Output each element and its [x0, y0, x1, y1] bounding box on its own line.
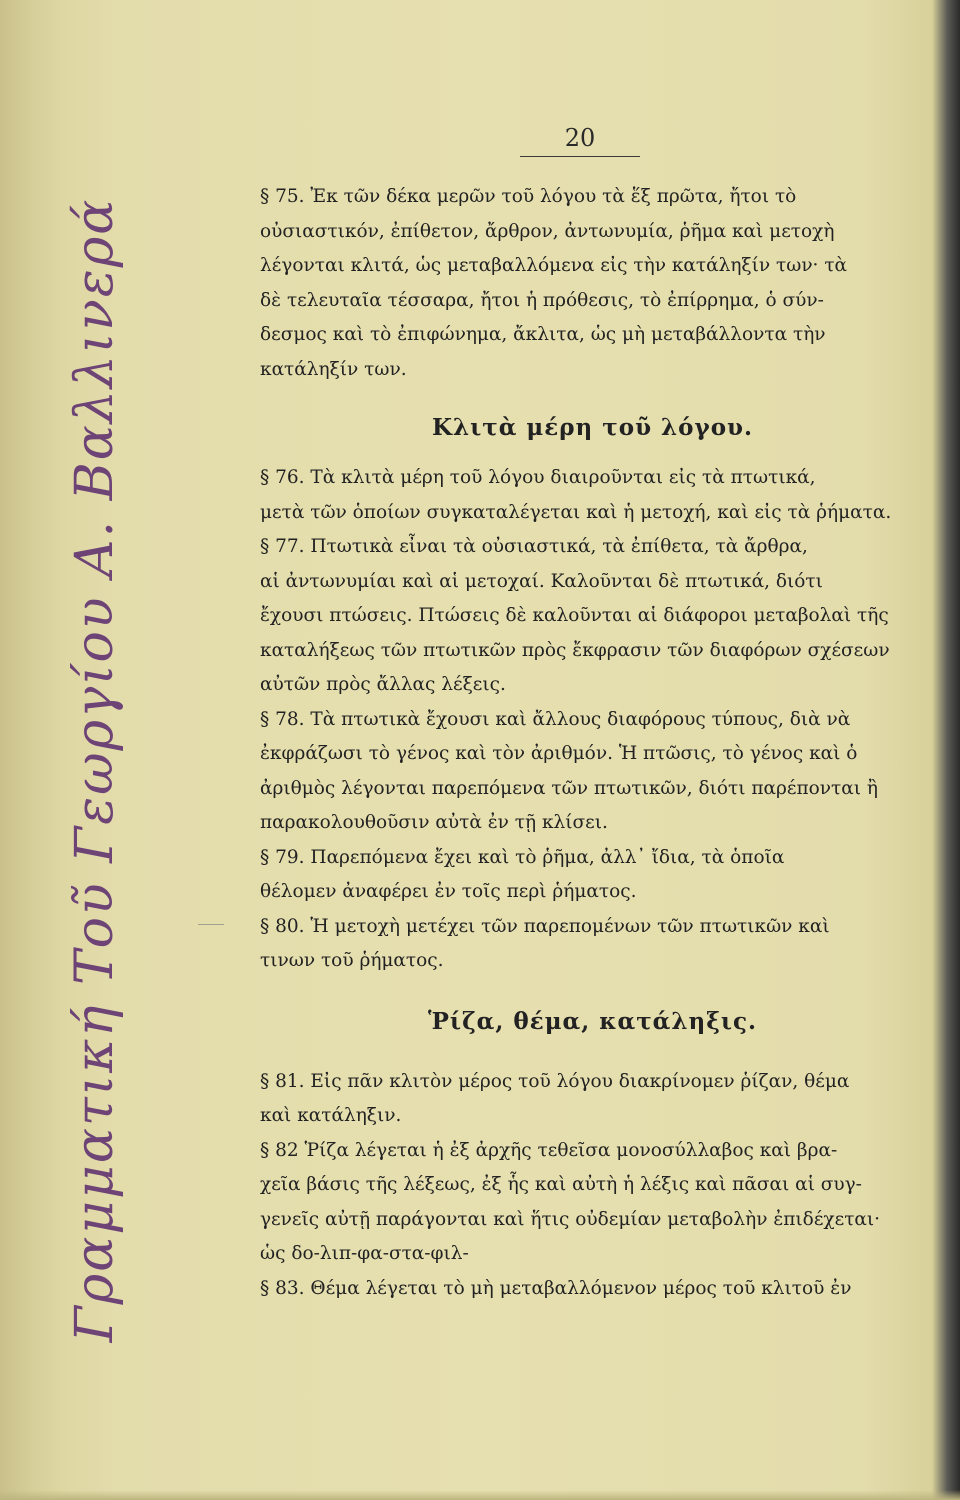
text-line: ἐκφράζωσι τὸ γένος καὶ τὸν ἀριθμόν. Ἡ πτῶσις, τὸ γένος καὶ ὁ	[260, 743, 858, 764]
page-gutter-shadow	[0, 0, 60, 1500]
text-line: καταλήξεως τῶν πτωτικῶν πρὸς ἔκφρασιν τῶν διαφόρων σχέσεων	[260, 639, 890, 661]
text-line: μετὰ τῶν ὁποίων συγκαταλέγεται καὶ ἡ μετοχή, καὶ εἰς τὰ ῥήματα.	[260, 501, 892, 523]
page-bottom-shadow	[0, 1490, 960, 1500]
text-line: § 78. Τὰ πτωτικὰ ἔχουσι καὶ ἄλλους διαφόρους τύπους, διὰ νὰ	[260, 708, 851, 730]
text-line: δὲ τελευταῖα τέσσαρα, ἤτοι ἡ πρόθεσις, τὸ ἐπίρρημα, ὁ σύν-	[260, 289, 824, 311]
text-line: καὶ κατάληξιν.	[260, 1105, 402, 1126]
text-line: ἔχουσι πτώσεις. Πτώσεις δὲ καλοῦνται αἱ διάφοροι μεταβολαὶ τῆς	[260, 605, 889, 626]
body-text	[260, 180, 925, 1306]
page-number: 20	[564, 124, 596, 152]
text-line: § 83. Θέμα λέγεται τὸ μὴ μεταβαλλόμενον μέρος τοῦ κλιτοῦ ἐν	[260, 1277, 852, 1299]
text-line: θέλομεν ἀναφέρει ἐν τοῖς περὶ ῥήματος.	[260, 881, 637, 902]
text-line: δεσμος καὶ τὸ ἐπιφώνημα, ἄκλιτα, ὡς μὴ μεταβάλλοντα τὴν	[260, 324, 826, 345]
text-line: § 79. Παρεπόμενα ἔχει καὶ τὸ ῥῆμα, ἀλλ᾽ ἴδια, τὰ ὁποῖα	[260, 846, 785, 868]
text-line: γενεῖς αὐτῇ παράγονται καὶ ἥτις οὐδεμίαν μεταβολὴν ἐπιδέχεται·	[260, 1208, 881, 1230]
text-line: ὡς δο-λιπ-φα-στα-φιλ-	[260, 1243, 469, 1264]
text-line: § 77. Πτωτικὰ εἶναι τὰ οὐσιαστικά, τὰ ἐπίθετα, τὰ ἄρθρα,	[260, 536, 808, 557]
text-line: παρακολουθοῦσιν αὐτὰ ἐν τῇ κλίσει.	[260, 812, 608, 833]
text-line: § 81. Εἰς πᾶν κλιτὸν μέρος τοῦ λόγου διακρίνομεν ῥίζαν, θέμα	[260, 1070, 850, 1092]
section-heading-riza: Ῥίζα, θέμα, κατάληξις.	[428, 1007, 757, 1035]
section-heading-klita: Κλιτὰ μέρη τοῦ λόγου.	[431, 414, 753, 441]
text-line: τινων τοῦ ῥήματος.	[260, 950, 444, 971]
text-line: κατάληξίν των.	[260, 358, 407, 380]
text-line: § 75. Ἐκ τῶν δέκα μερῶν τοῦ λόγου τὰ ἕξ πρῶτα, ἤτοι τὸ	[260, 186, 797, 207]
handwritten-margin-note: Γραμματική Τοῦ Γεωργίου Α. Βαλλινερά	[65, 197, 125, 1343]
text-line: αἱ ἀντωνυμίαι καὶ αἱ μετοχαί. Καλοῦνται δὲ πτωτικά, διότι	[260, 570, 823, 592]
text-line: λέγονται κλιτά, ὡς μεταβαλλόμενα εἰς τὴν κατάληξίν των· τὰ	[260, 255, 848, 276]
page-edge-shadow	[932, 0, 960, 1500]
text-line: χεῖα βάσις τῆς λέξεως, ἐξ ἧς καὶ αὐτὴ ἡ λέξις καὶ πᾶσαι αἱ συγ-	[260, 1174, 862, 1195]
para-75	[260, 180, 925, 387]
text-line: § 76. Τὰ κλιτὰ μέρη τοῦ λόγου διαιροῦνται εἰς τὰ πτωτικά,	[260, 467, 816, 488]
pencil-mark	[198, 924, 224, 925]
text-line: § 82 Ῥίζα λέγεται ἡ ἐξ ἀρχῆς τεθεῖσα μονοσύλλαβος καὶ βρα-	[260, 1139, 838, 1161]
text-line: οὐσιαστικόν, ἐπίθετον, ἄρθρον, ἀντωνυμία, ῥῆμα καὶ μετοχὴ	[260, 220, 835, 242]
text-line: αὐτῶν πρὸς ἄλλας λέξεις.	[260, 674, 506, 695]
page-number-rule	[520, 156, 640, 157]
para-76-80	[260, 461, 925, 979]
text-line: ἀριθμὸς λέγονται παρεπόμενα τῶν πτωτικῶν, διότι παρέπονται ἢ	[260, 777, 878, 799]
text-line: § 80. Ἡ μετοχὴ μετέχει τῶν παρεπομένων τῶν πτωτικῶν καὶ	[260, 915, 830, 937]
para-81-83	[260, 1065, 925, 1307]
